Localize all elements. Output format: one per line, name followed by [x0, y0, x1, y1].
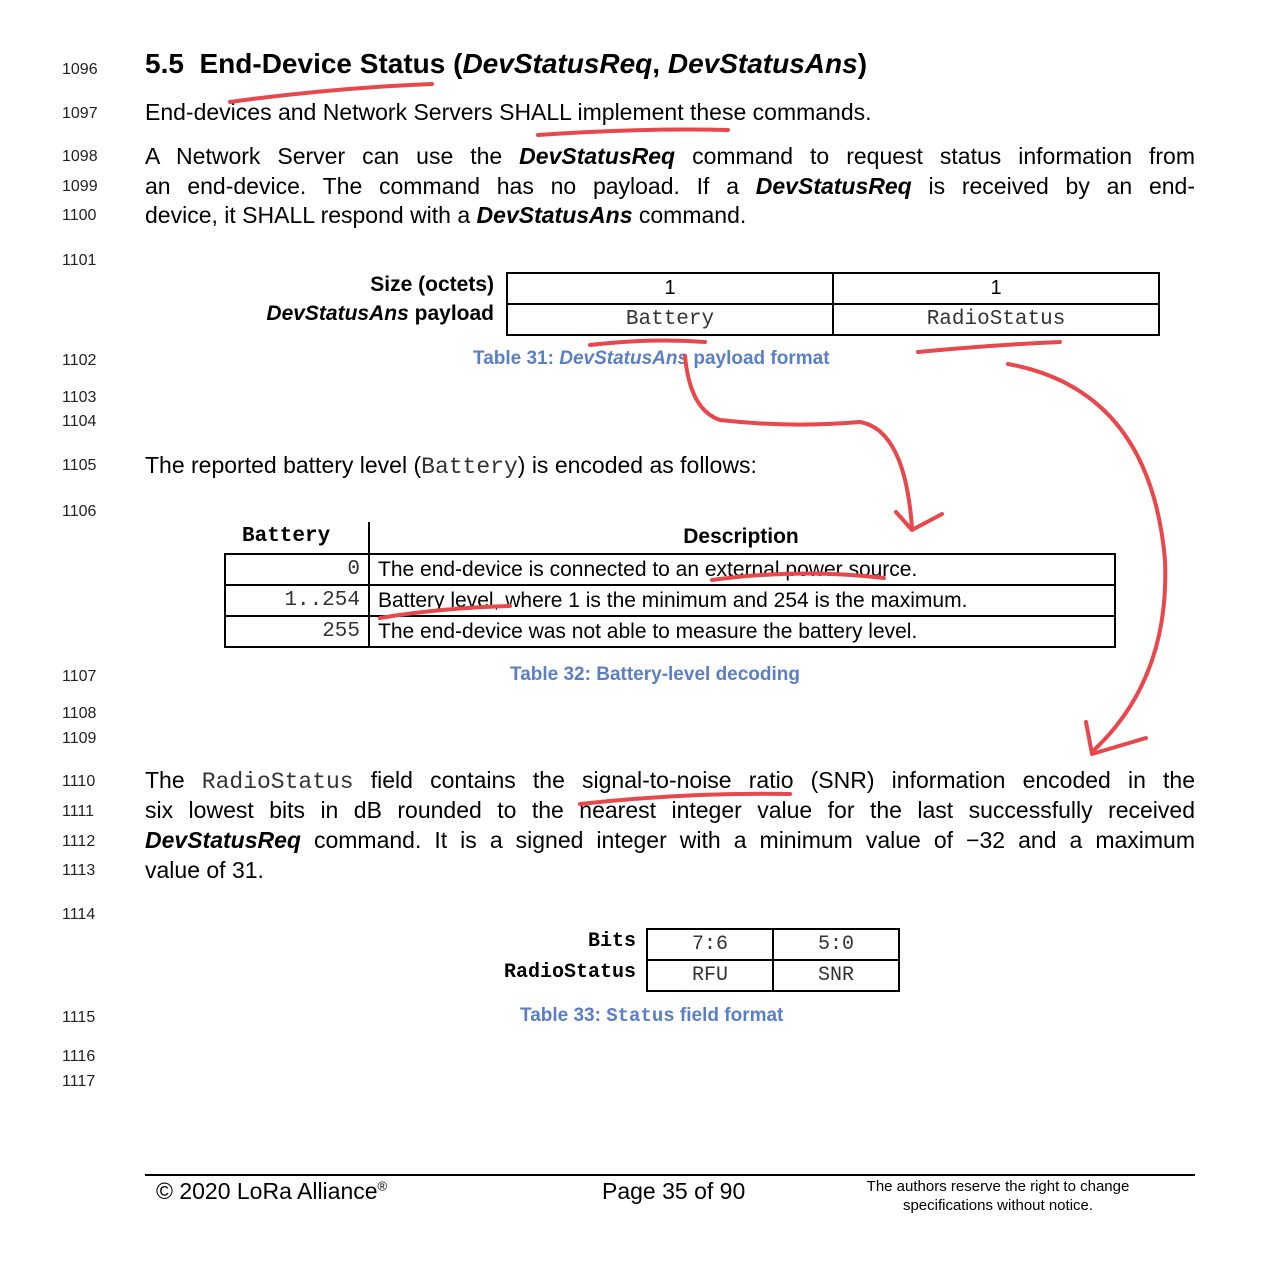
text: command to request status information from	[675, 143, 1195, 169]
heading-separator: ,	[652, 48, 668, 79]
text: field format	[674, 1005, 784, 1026]
section-heading	[145, 48, 867, 80]
line-number: 1100	[62, 207, 97, 224]
paragraph-line	[145, 200, 746, 230]
code-text: Battery	[421, 454, 518, 480]
command-name: DevStatusReq	[462, 48, 653, 79]
table-row	[225, 616, 1115, 647]
table-cell: SNR	[773, 960, 899, 991]
paragraph-line	[145, 141, 1195, 171]
code-text: RadioStatus	[201, 769, 354, 795]
section-title: End-Device Status (	[199, 48, 463, 79]
line-number: 1109	[62, 730, 97, 747]
line-number: 1116	[62, 1048, 96, 1065]
text: command. It is a signed integer with a minimum value of −32 and a maximum	[300, 827, 1195, 853]
text: an end-device. The command has no payload. If a	[145, 173, 756, 199]
table-row-label: Size (octets)	[370, 273, 494, 296]
table-row	[225, 554, 1115, 585]
underline-stroke	[538, 130, 728, 135]
text: command.	[632, 202, 747, 228]
line-number: 1105	[62, 457, 97, 474]
status-table	[646, 928, 900, 992]
line-number: 1111	[62, 803, 95, 820]
table-row	[225, 585, 1115, 616]
arrow-curve	[685, 356, 912, 528]
text: ) is encoded as follows:	[517, 452, 757, 478]
command-name: DevStatusReq	[145, 827, 301, 853]
paragraph: End-devices and Network Servers SHALL implement these commands.	[145, 99, 872, 125]
table-cell: 1..254	[225, 585, 369, 616]
table-caption	[520, 1005, 783, 1027]
line-number: 1117	[62, 1073, 96, 1090]
text: A Network Server can use the	[145, 143, 520, 169]
table-cell: RadioStatus	[833, 304, 1159, 335]
table-caption	[473, 348, 830, 370]
line-number: 1114	[62, 906, 96, 923]
table-header: Description	[683, 525, 799, 548]
table-cell: 1	[507, 273, 833, 304]
text: DevStatusAns	[559, 348, 689, 369]
paragraph-line	[145, 825, 1195, 855]
table-cell: The end-device is connected to an external power source.	[369, 554, 1115, 585]
table-row-label	[266, 302, 494, 326]
table-row-label: Bits	[587, 930, 636, 953]
text: Table 31:	[473, 348, 560, 369]
text: © 2020 LoRa Alliance	[156, 1178, 378, 1204]
line-number: 1107	[62, 668, 97, 685]
line-number: 1110	[62, 773, 96, 790]
battery-table	[224, 553, 1116, 648]
table-caption: Table 32: Battery-level decoding	[510, 664, 801, 685]
text: Table 33:	[520, 1005, 607, 1026]
table-cell: 5:0	[773, 929, 899, 960]
text: field contains the signal-to-noise ratio (SNR) information encoded in the	[353, 767, 1195, 793]
line-number: 1097	[62, 105, 98, 122]
table-cell: Battery level, where 1 is the minimum and 254 is the maximum.	[369, 585, 1115, 616]
arrowhead-icon	[1086, 722, 1146, 754]
registered-mark: ®	[377, 1178, 388, 1194]
text: specifications without notice.	[902, 1197, 1094, 1214]
line-number: 1102	[62, 352, 97, 369]
heading-close: )	[857, 48, 868, 79]
table-cell: 7:6	[647, 929, 773, 960]
table-cell: 0	[225, 554, 369, 585]
underline-stroke	[918, 342, 1060, 352]
text: The	[145, 767, 202, 793]
table-cell: RFU	[647, 960, 773, 991]
footer-copyright	[156, 1178, 387, 1205]
line-number: 1104	[62, 413, 97, 430]
table-cell: The end-device was not able to measure the battery level.	[369, 616, 1115, 647]
table-header: Battery	[242, 525, 331, 548]
paragraph-line: value of 31.	[145, 857, 264, 883]
line-number: 1108	[62, 705, 97, 722]
text: The authors reserve the right to change	[866, 1178, 1130, 1195]
paragraph-line	[145, 765, 1195, 797]
line-number: 1096	[62, 61, 98, 78]
line-number: 1098	[62, 148, 98, 165]
line-number: 1106	[62, 503, 97, 520]
code-text: Status	[606, 1005, 675, 1027]
table-row-label: RadioStatus	[503, 961, 636, 984]
line-number: 1112	[62, 833, 96, 850]
paragraph-line	[145, 171, 1195, 201]
text: is received by an end-	[911, 173, 1195, 199]
command-name: DevStatusAns	[667, 48, 858, 79]
footer-divider	[145, 1174, 1195, 1176]
page-number: Page 35 of 90	[602, 1178, 746, 1204]
table-cell: 1	[833, 273, 1159, 304]
command-name: DevStatusReq	[519, 143, 676, 169]
command-name: DevStatusAns	[476, 202, 633, 228]
line-number: 1099	[62, 178, 98, 195]
section-number: 5.5	[145, 48, 184, 79]
line-number: 1115	[62, 1009, 96, 1026]
line-number: 1103	[62, 389, 97, 406]
paragraph-line: six lowest bits in dB rounded to the nearest integer value for the last successfully received	[145, 797, 1195, 823]
underline-stroke	[590, 341, 705, 345]
command-name: DevStatusReq	[755, 173, 912, 199]
footer-note	[840, 1177, 1156, 1215]
command-name: DevStatusAns	[266, 302, 409, 325]
text: payload	[408, 302, 494, 325]
payload-table	[506, 272, 1160, 336]
table-cell: Battery	[507, 304, 833, 335]
text: payload format	[688, 348, 830, 369]
text: The reported battery level (	[145, 452, 422, 478]
paragraph	[145, 450, 757, 482]
line-number: 1113	[62, 862, 96, 879]
table-cell: 255	[225, 616, 369, 647]
text: device, it SHALL respond with a	[145, 202, 477, 228]
line-number: 1101	[62, 252, 97, 269]
